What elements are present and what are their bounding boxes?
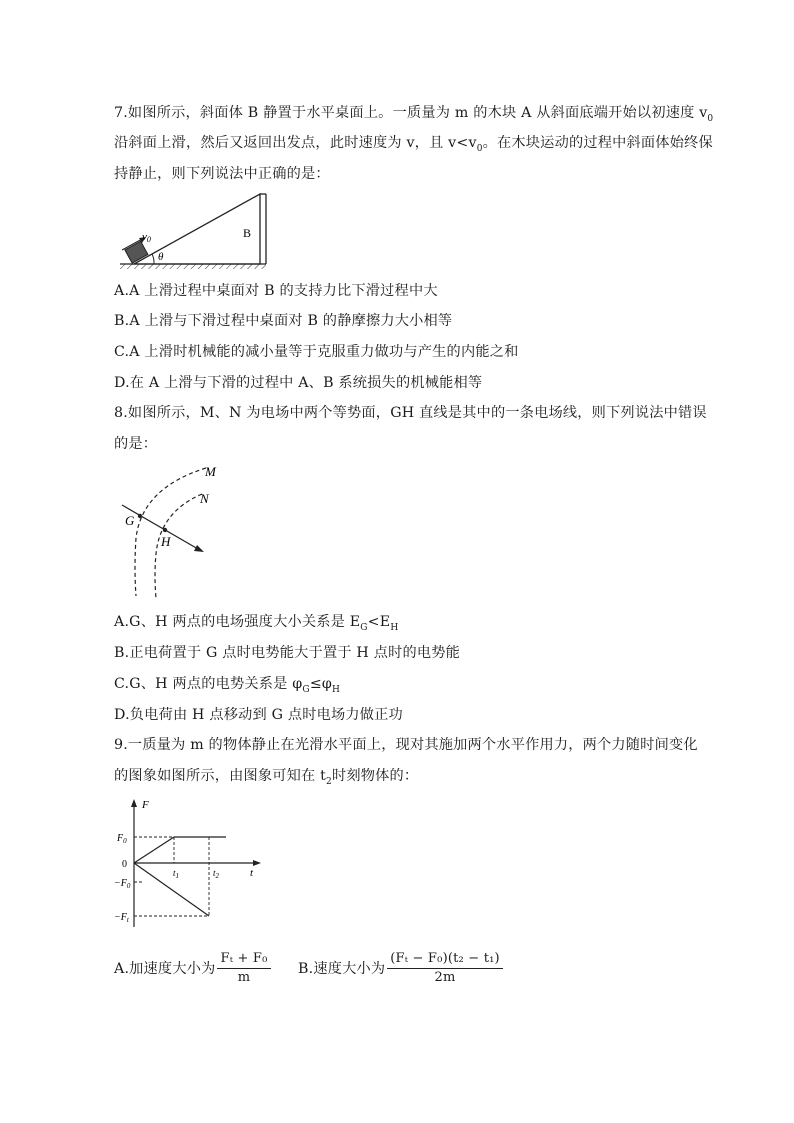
incline-figure	[114, 190, 274, 272]
equipotential-M	[135, 468, 206, 596]
incline-triangle	[134, 194, 260, 264]
q8-option-a-mid: <E	[367, 614, 391, 630]
q8-option-a	[114, 612, 398, 638]
tick-negF0: $-F_0$	[114, 878, 131, 890]
force-1-rise	[134, 837, 174, 863]
q7-v0-subscript: 0	[707, 113, 714, 124]
label-B: B	[243, 226, 252, 240]
equipotential-figure	[114, 460, 234, 600]
ground-hatch	[120, 264, 266, 269]
q9-option-a-fraction	[217, 951, 270, 987]
theta-arc	[152, 254, 154, 264]
tick-zero: 0	[122, 859, 127, 870]
label-N: N	[200, 491, 209, 506]
q7-text-2: 沿斜面上滑，然后又返回出发点，此时速度为 v，且 v<v	[114, 135, 477, 151]
force-time-graph	[114, 797, 264, 930]
q9-option-b-denominator: 2m	[434, 970, 456, 985]
label-M: M	[205, 464, 216, 479]
q9-option-b-prefix: B.速度大小为	[298, 961, 386, 977]
label-H: H	[161, 534, 171, 549]
q8-option-d: D.负电荷由 H 点移动到 G 点时电场力做正功	[114, 707, 403, 723]
label-v0: v0	[142, 231, 151, 244]
label-theta: θ	[158, 251, 164, 263]
block-A	[125, 241, 148, 263]
tick-negFt: $-F_t$	[114, 912, 129, 924]
point-H	[163, 528, 167, 532]
q7-option-d: D.在 A 上滑与下滑的过程中 A、B 系统损失的机械能相等	[114, 375, 483, 391]
q9-line-1: 9.一质量为 m 的物体静止在光滑水平面上，现对其施加两个水平作用力，两个力随时间变化	[114, 737, 698, 753]
q9-line-2	[114, 766, 418, 792]
q7-text-1: 7.如图所示，斜面体 B 静置于水平桌面上。一质量为 m 的木块 A 从斜面底端开始以初速度 v	[114, 105, 708, 121]
label-G: G	[125, 513, 135, 528]
axis-label-F: F	[142, 799, 149, 811]
q9-option-a-prefix: A.加速度大小为	[114, 961, 216, 977]
q7-line-2	[114, 133, 713, 159]
q7-line-1	[114, 103, 713, 129]
q8-option-c-text: C.G、H 两点的电势关系是 φ	[114, 676, 303, 692]
F-axis-arrowhead	[131, 799, 137, 807]
q7-v0-subscript-2: 0	[476, 143, 483, 154]
axis-label-t: t	[250, 867, 254, 879]
q8-line-2: 的是：	[114, 436, 158, 452]
q9-text-2: 的图象如图所示，由图象可知在 t	[114, 768, 327, 784]
q9-text-2-tail: 时刻物体的：	[331, 768, 419, 784]
q9-option-a	[114, 951, 273, 987]
q8-option-a-sub-g: G	[360, 622, 368, 633]
q7-option-b: B.A 上滑与下滑过程中桌面对 B 的静摩擦力大小相等	[114, 313, 453, 329]
tick-F0: $F_0$	[117, 833, 127, 845]
q9-option-a-denominator: m	[237, 970, 251, 985]
q8-option-c-sub-g: G	[302, 684, 310, 695]
q9-option-b-numerator: (Fₜ − F₀)(t₂ − t₁)	[387, 951, 503, 969]
q8-option-a-text: A.G、H 两点的电场强度大小关系是 E	[114, 614, 361, 630]
q8-option-b: B.正电荷置于 G 点时电势能大于置于 H 点时的电势能	[114, 645, 461, 661]
q7-text-2-tail: 。在木块运动的过程中斜面体始终保	[482, 135, 713, 151]
q8-option-c	[114, 674, 340, 700]
q9-option-b	[298, 951, 505, 987]
q8-option-c-sub-h: H	[332, 684, 341, 695]
q7-text-3: 持静止，则下列说法中正确的是：	[114, 166, 330, 182]
q8-line-1: 8.如图所示，M、N 为电场中两个等势面，GH 直线是其中的一条电场线，则下列说法中错误	[114, 405, 707, 421]
tick-t2: $t_2$	[213, 868, 220, 880]
point-G	[138, 514, 142, 518]
t-axis-arrowhead	[253, 860, 261, 866]
field-line-arrowhead	[194, 545, 204, 552]
q8-option-a-sub-h: H	[390, 622, 399, 633]
tick-t1: $t_1$	[173, 868, 180, 880]
q8-option-c-mid: ≤φ	[309, 676, 333, 692]
q7-option-a: A.A 上滑过程中桌面对 B 的支持力比下滑过程中大	[114, 283, 438, 299]
q9-option-b-fraction	[387, 951, 503, 987]
q7-option-c: C.A 上滑时机械能的减小量等于克服重力做功与产生的内能之和	[114, 344, 519, 360]
force-2-line	[134, 863, 209, 916]
q9-t2-sub: 2	[326, 776, 332, 787]
q7-line-3	[114, 164, 330, 184]
q9-option-a-numerator: Fₜ + F₀	[217, 951, 270, 969]
